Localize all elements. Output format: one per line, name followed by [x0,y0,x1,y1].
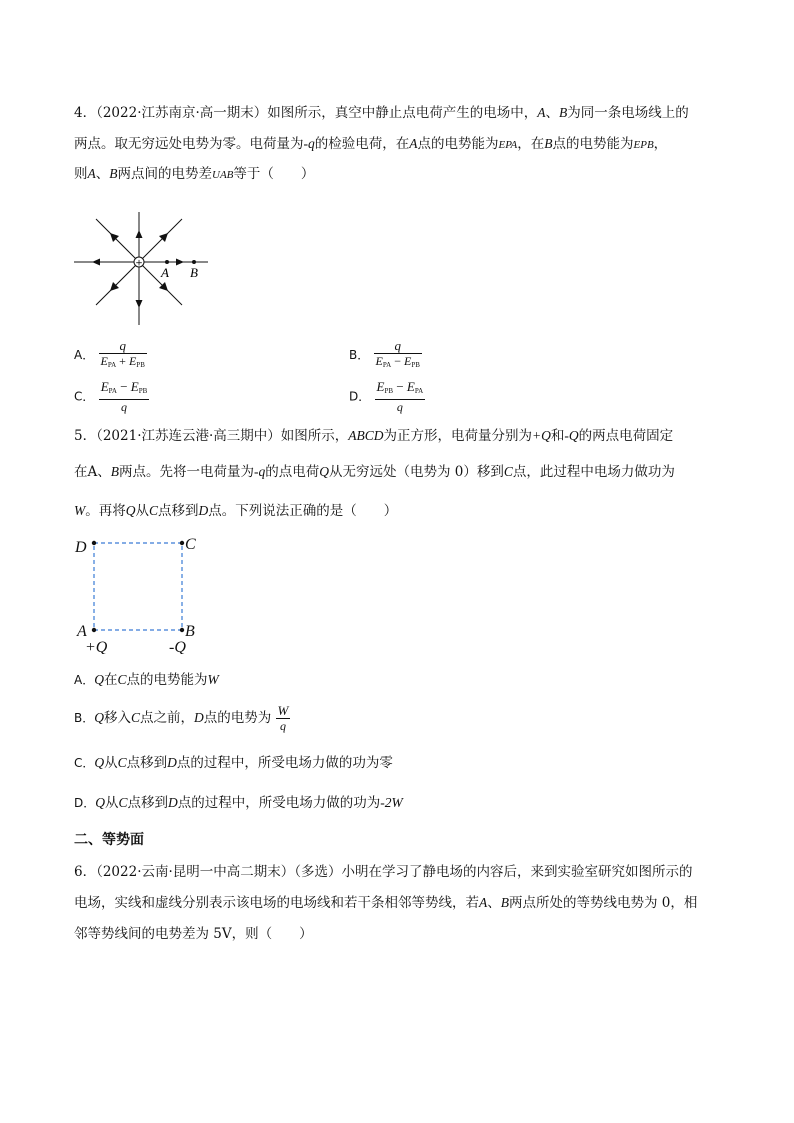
q6-sep: 、 [487,895,501,911]
option-text: 点的过程中，所受电场力做的功为零 [176,755,393,771]
frac-num: q [119,338,126,353]
label-minusQ: -Q [169,639,186,654]
q4-var-A: A [87,166,96,181]
q4-option-A[interactable] [74,338,147,373]
q5-var-D: D [194,710,204,725]
q5-line-2 [74,462,675,482]
option-text: 点之前， [140,710,194,726]
q5-var-C: C [130,710,140,725]
square-outline [94,543,182,630]
q5-var-B: B [110,464,119,479]
q4-text: 为同一条电场线上的 [567,105,689,121]
q5-var-C: C [118,795,128,810]
q5-option-A[interactable] [74,670,219,690]
option-text: 点的电势能为 [126,672,208,688]
q4-text: 两点间的电势差 [117,166,212,182]
q5-var-C: C [503,464,513,479]
q5-text: 的两点电荷固定 [578,428,674,444]
q4-option-B[interactable] [349,338,422,373]
q4-text: 点的电势能为 [417,136,499,152]
q5-option-D[interactable] [74,793,403,813]
q5-line-1 [74,426,673,446]
frac-den: $E_{PA} + E_{PB}$ [99,353,147,373]
option-text: 点移到 [126,755,168,771]
option-label: D． [74,796,96,810]
q4-var-B: B [109,166,118,181]
q4-option-D-fraction [375,379,426,415]
q4-option-C-fraction [99,379,150,415]
q5-text: 两点。先将一电荷量为 [119,464,254,480]
q6-line-2 [74,893,697,913]
field-line-ll [96,262,139,305]
option-label: A． [74,348,95,362]
q5-var-D: D [167,755,177,770]
label-plusQ: +Q [85,639,108,654]
field-line-ul [96,219,139,262]
point-C-dot [180,541,184,545]
frac-num: W [277,703,289,718]
q5-var-Q: Q [95,795,105,810]
frac-den: q [99,399,150,415]
q4-var-A: A [409,136,418,151]
q6-number: 6． [74,864,97,880]
label-B: B [185,623,195,640]
point-A-label: A [161,265,169,280]
option-label: C． [74,389,95,404]
q5-text: 点。下列说法正确的是（ ） [208,503,398,519]
label-D: D [75,539,87,556]
q4-option-C[interactable] [74,379,149,415]
q4-var-negq: -q [303,136,315,151]
q5-var-C: C [117,755,127,770]
q4-number: 4． [74,105,97,121]
q4-option-A-fraction [99,338,147,373]
q5-var-C: C [117,672,127,687]
q5-var-D: D [198,503,209,518]
q5-text: 。再将 [85,503,126,519]
option-text: 移入 [103,710,131,726]
point-D-dot [92,541,96,545]
q4-text: ，在 [517,136,545,152]
q5-text: 点移到 [158,503,199,519]
q5-number: 5． [74,428,97,444]
q6-line-3 [74,924,313,944]
q6-var-A: A [479,895,488,910]
q5-source: （2021·江苏连云港·高三期中） [96,428,281,444]
q5-option-C[interactable] [74,753,393,773]
option-label: C． [74,756,95,770]
point-B-dot [192,260,196,264]
option-text: 点移到 [127,795,169,811]
q5-var-W: W [207,672,219,687]
q5-line-3 [74,501,397,521]
q4-var-B: B [544,136,553,151]
q6-var-B: B [500,895,509,910]
q6-text: 小明在学习了静电场的内容后，来到实验室研究如图所示的 [341,864,693,880]
option-label: B． [74,711,95,725]
q5-sep: 、 [97,464,111,480]
q4-text: 点的电势能为 [552,136,634,152]
q4-text: 则 [74,166,88,182]
q5-text: 如图所示， [280,428,349,444]
q5-var-plusQ: +Q [532,428,551,443]
q4-var-A: A [537,105,546,120]
point-B-dot [180,628,184,632]
option-text: 从 [104,755,118,771]
frac-num: $E_{PA} - E_{PB}$ [100,379,148,395]
field-line-ur [139,219,182,262]
q5-var-negq: -q [254,464,266,479]
q4-sep: 、 [95,166,110,182]
frac-den: q [276,718,291,734]
q6-text: 邻等势线间的电势差为 5V，则（ ） [74,926,313,942]
q4-text: 的检验电荷，在 [314,136,410,152]
q5-option-B-fraction [276,703,291,734]
q4-text: 两点。取无穷远处电势为零。电荷量为 [74,136,304,152]
q4-option-B-fraction [374,338,422,373]
q5-var-Q: Q [94,710,104,725]
q5-text: 从 [135,503,149,519]
q5-var-ABCD: ABCD [348,428,384,443]
q4-var-EPA: EPA [498,139,518,151]
q4-text: 如图所示，真空中静止点电荷产生的电场中， [267,105,538,121]
q4-text: 等于（ ） [233,166,315,182]
q4-var-EPB: EPB [633,139,654,151]
option-text: 在 [103,672,118,688]
q4-source: （2022·江苏南京·高一期末） [96,105,268,121]
q5-var-W: W [74,503,86,518]
option-label: D． [349,389,371,404]
q5-square-figure [70,532,210,654]
label-A: A [77,623,87,640]
q4-line-3 [74,164,314,185]
frac-num: q [394,338,401,353]
q4-line-1 [74,103,689,123]
q6-text: 两点所处的等势线电势为 0，相 [509,895,698,911]
section-heading: 二、等势面 [74,832,144,848]
q5-text: 为正方形，电荷量分别为 [383,428,533,444]
q5-var-C: C [149,503,159,518]
q4-line-2 [74,134,667,155]
q4-text: ， [653,136,668,152]
q6-line-1 [74,862,693,882]
q5-var-Q: Q [94,672,104,687]
q5-var-A: A [87,464,98,480]
label-C: C [185,536,196,553]
point-A-dot [92,628,96,632]
q4-option-D[interactable] [349,379,425,415]
q5-text: 的点电荷 [265,464,320,480]
q4-field-figure [60,208,220,333]
option-text: 点的过程中，所受电场力做的功为 [177,795,381,811]
q5-text: 从无穷远处（电势为 0）移到 [329,464,504,480]
option-text: 从 [105,795,119,811]
q5-var-Q: Q [125,503,136,518]
point-B-label: B [190,265,198,280]
q5-text: 点，此过程中电场力做功为 [512,464,675,480]
frac-den: q [375,399,426,415]
q4-sep: 、 [545,105,560,121]
q6-text: 电场，实线和虚线分别表示该电场的电场线和若干条相邻等势线，若 [74,895,479,911]
frac-num: $E_{PB} - E_{PA}$ [376,379,424,395]
option-text: 点的电势为 [203,710,272,726]
frac-den: $E_{PA} - E_{PB}$ [374,353,422,373]
charge-sign: + [135,258,143,269]
q6-tag: （多选） [294,864,342,880]
option-label: B． [349,348,370,362]
q4-var-B: B [559,105,568,120]
q5-var-Q: Q [319,464,329,479]
q5-option-B[interactable] [74,703,290,734]
option-value: -2W [380,795,403,810]
q5-var-minusQ: -Q [564,428,579,443]
q5-text: 在 [74,464,88,480]
option-label: A． [74,673,95,687]
q5-var-D: D [168,795,178,810]
q6-source: （2022·云南·昆明一中高二期末） [96,864,295,880]
point-A-dot [165,260,169,264]
q4-var-UAB: UAB [212,169,234,181]
q5-text: 和 [550,428,565,444]
q5-var-Q: Q [94,755,105,770]
